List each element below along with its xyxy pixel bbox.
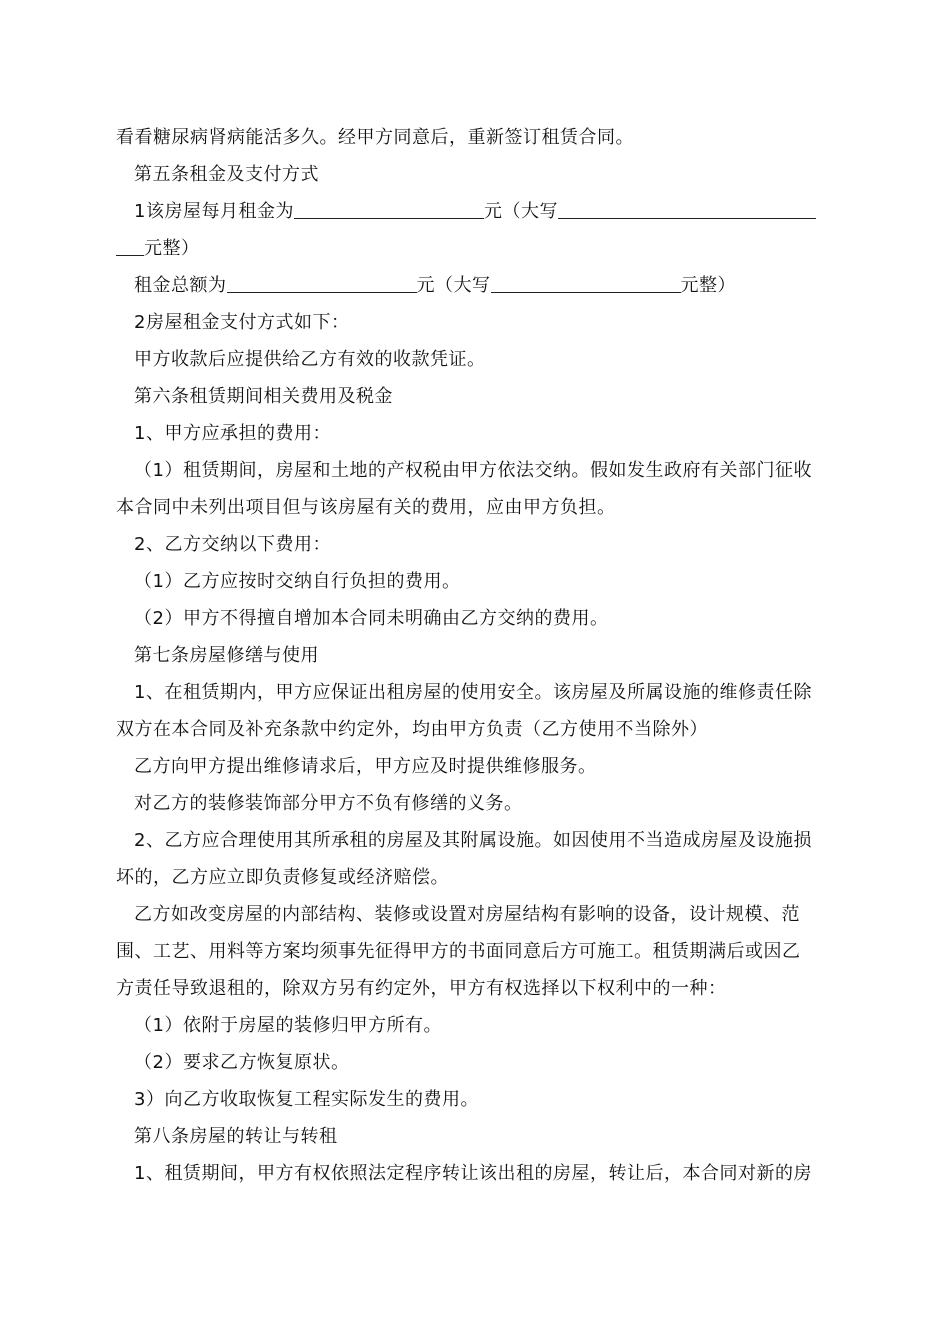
blank-field [491, 272, 681, 293]
paragraph-line: 2、乙方应合理使用其所承租的房屋及其附属设施。如因使用不当造成房屋及设施损 [134, 830, 812, 851]
article-heading: 第八条房屋的转让与转租 [134, 1126, 338, 1147]
blank-field [227, 272, 417, 293]
paragraph-line: 1、甲方应承担的费用： [134, 423, 331, 444]
blank-field [558, 198, 816, 219]
article-heading: 第七条房屋修缮与使用 [134, 645, 319, 666]
document-body [116, 123, 838, 1196]
uppercase-label: 元（大写 [483, 201, 558, 222]
rent-monthly-line [116, 197, 838, 234]
paragraph-line: 2房屋租金支付方式如下： [134, 312, 350, 333]
paragraph-line: 3）向乙方收取恢复工程实际发生的费用。 [134, 1089, 479, 1110]
rent-total-line [116, 271, 838, 308]
paragraph-line: 甲方收款后应提供给乙方有效的收款凭证。 [134, 349, 486, 370]
rent-monthly-label: 1该房屋每月租金为 [134, 201, 294, 222]
paragraph-line: 方责任导致退租的，除双方另有约定外，甲方有权选择以下权利中的一种： [116, 978, 727, 999]
paragraph-line: 1、在租赁期内，甲方应保证出租房屋的使用安全。该房屋及所属设施的维修责任除 [134, 682, 812, 703]
paragraph-line: 双方在本合同及补充条款中约定外，均由甲方负责（乙方使用不当除外） [116, 719, 708, 740]
paragraph-line: 1、租赁期间，甲方有权依照法定程序转让该出租的房屋，转让后，本合同对新的房 [134, 1163, 812, 1184]
paragraph-line: 乙方如改变房屋的内部结构、装修或设置对房屋结构有影响的设备，设计规模、范 [134, 904, 800, 925]
uppercase-label: 元（大写 [416, 275, 491, 296]
paragraph-line: 对乙方的装修装饰部分甲方不负有修缮的义务。 [134, 793, 523, 814]
paragraph-line: （1）租赁期间，房屋和土地的产权税由甲方依法交纳。假如发生政府有关部门征收 [134, 460, 812, 481]
blank-field [116, 235, 144, 256]
paragraph-line: （2）甲方不得擅自增加本合同未明确由乙方交纳的费用。 [134, 608, 609, 629]
paragraph-line: 乙方向甲方提出维修请求后，甲方应及时提供维修服务。 [134, 756, 597, 777]
yuan-label: 元整） [680, 275, 736, 296]
paragraph-line: 看看糖尿病肾病能活多久。经甲方同意后，重新签订租赁合同。 [116, 127, 634, 148]
paragraph-line: 围、工艺、用料等方案均须事先征得甲方的书面同意后方可施工。租赁期满后或因乙 [116, 941, 801, 962]
paragraph-line: 2、乙方交纳以下费用： [134, 534, 331, 555]
paragraph-line: （2）要求乙方恢复原状。 [134, 1052, 350, 1073]
yuan-label: 元整） [144, 238, 200, 259]
blank-field [294, 198, 484, 219]
paragraph-line: （1）乙方应按时交纳自行负担的费用。 [134, 571, 461, 592]
rent-total-label: 租金总额为 [134, 275, 227, 296]
article-heading: 第六条租赁期间相关费用及税金 [134, 386, 393, 407]
rent-monthly-line-cont [116, 234, 838, 271]
article-heading: 第五条租金及支付方式 [134, 164, 319, 185]
paragraph-line: 本合同中未列出项目但与该房屋有关的费用，应由甲方负担。 [116, 497, 616, 518]
paragraph-line: （1）依附于房屋的装修归甲方所有。 [134, 1015, 442, 1036]
paragraph-line: 坏的，乙方应立即负责修复或经济赔偿。 [116, 867, 449, 888]
